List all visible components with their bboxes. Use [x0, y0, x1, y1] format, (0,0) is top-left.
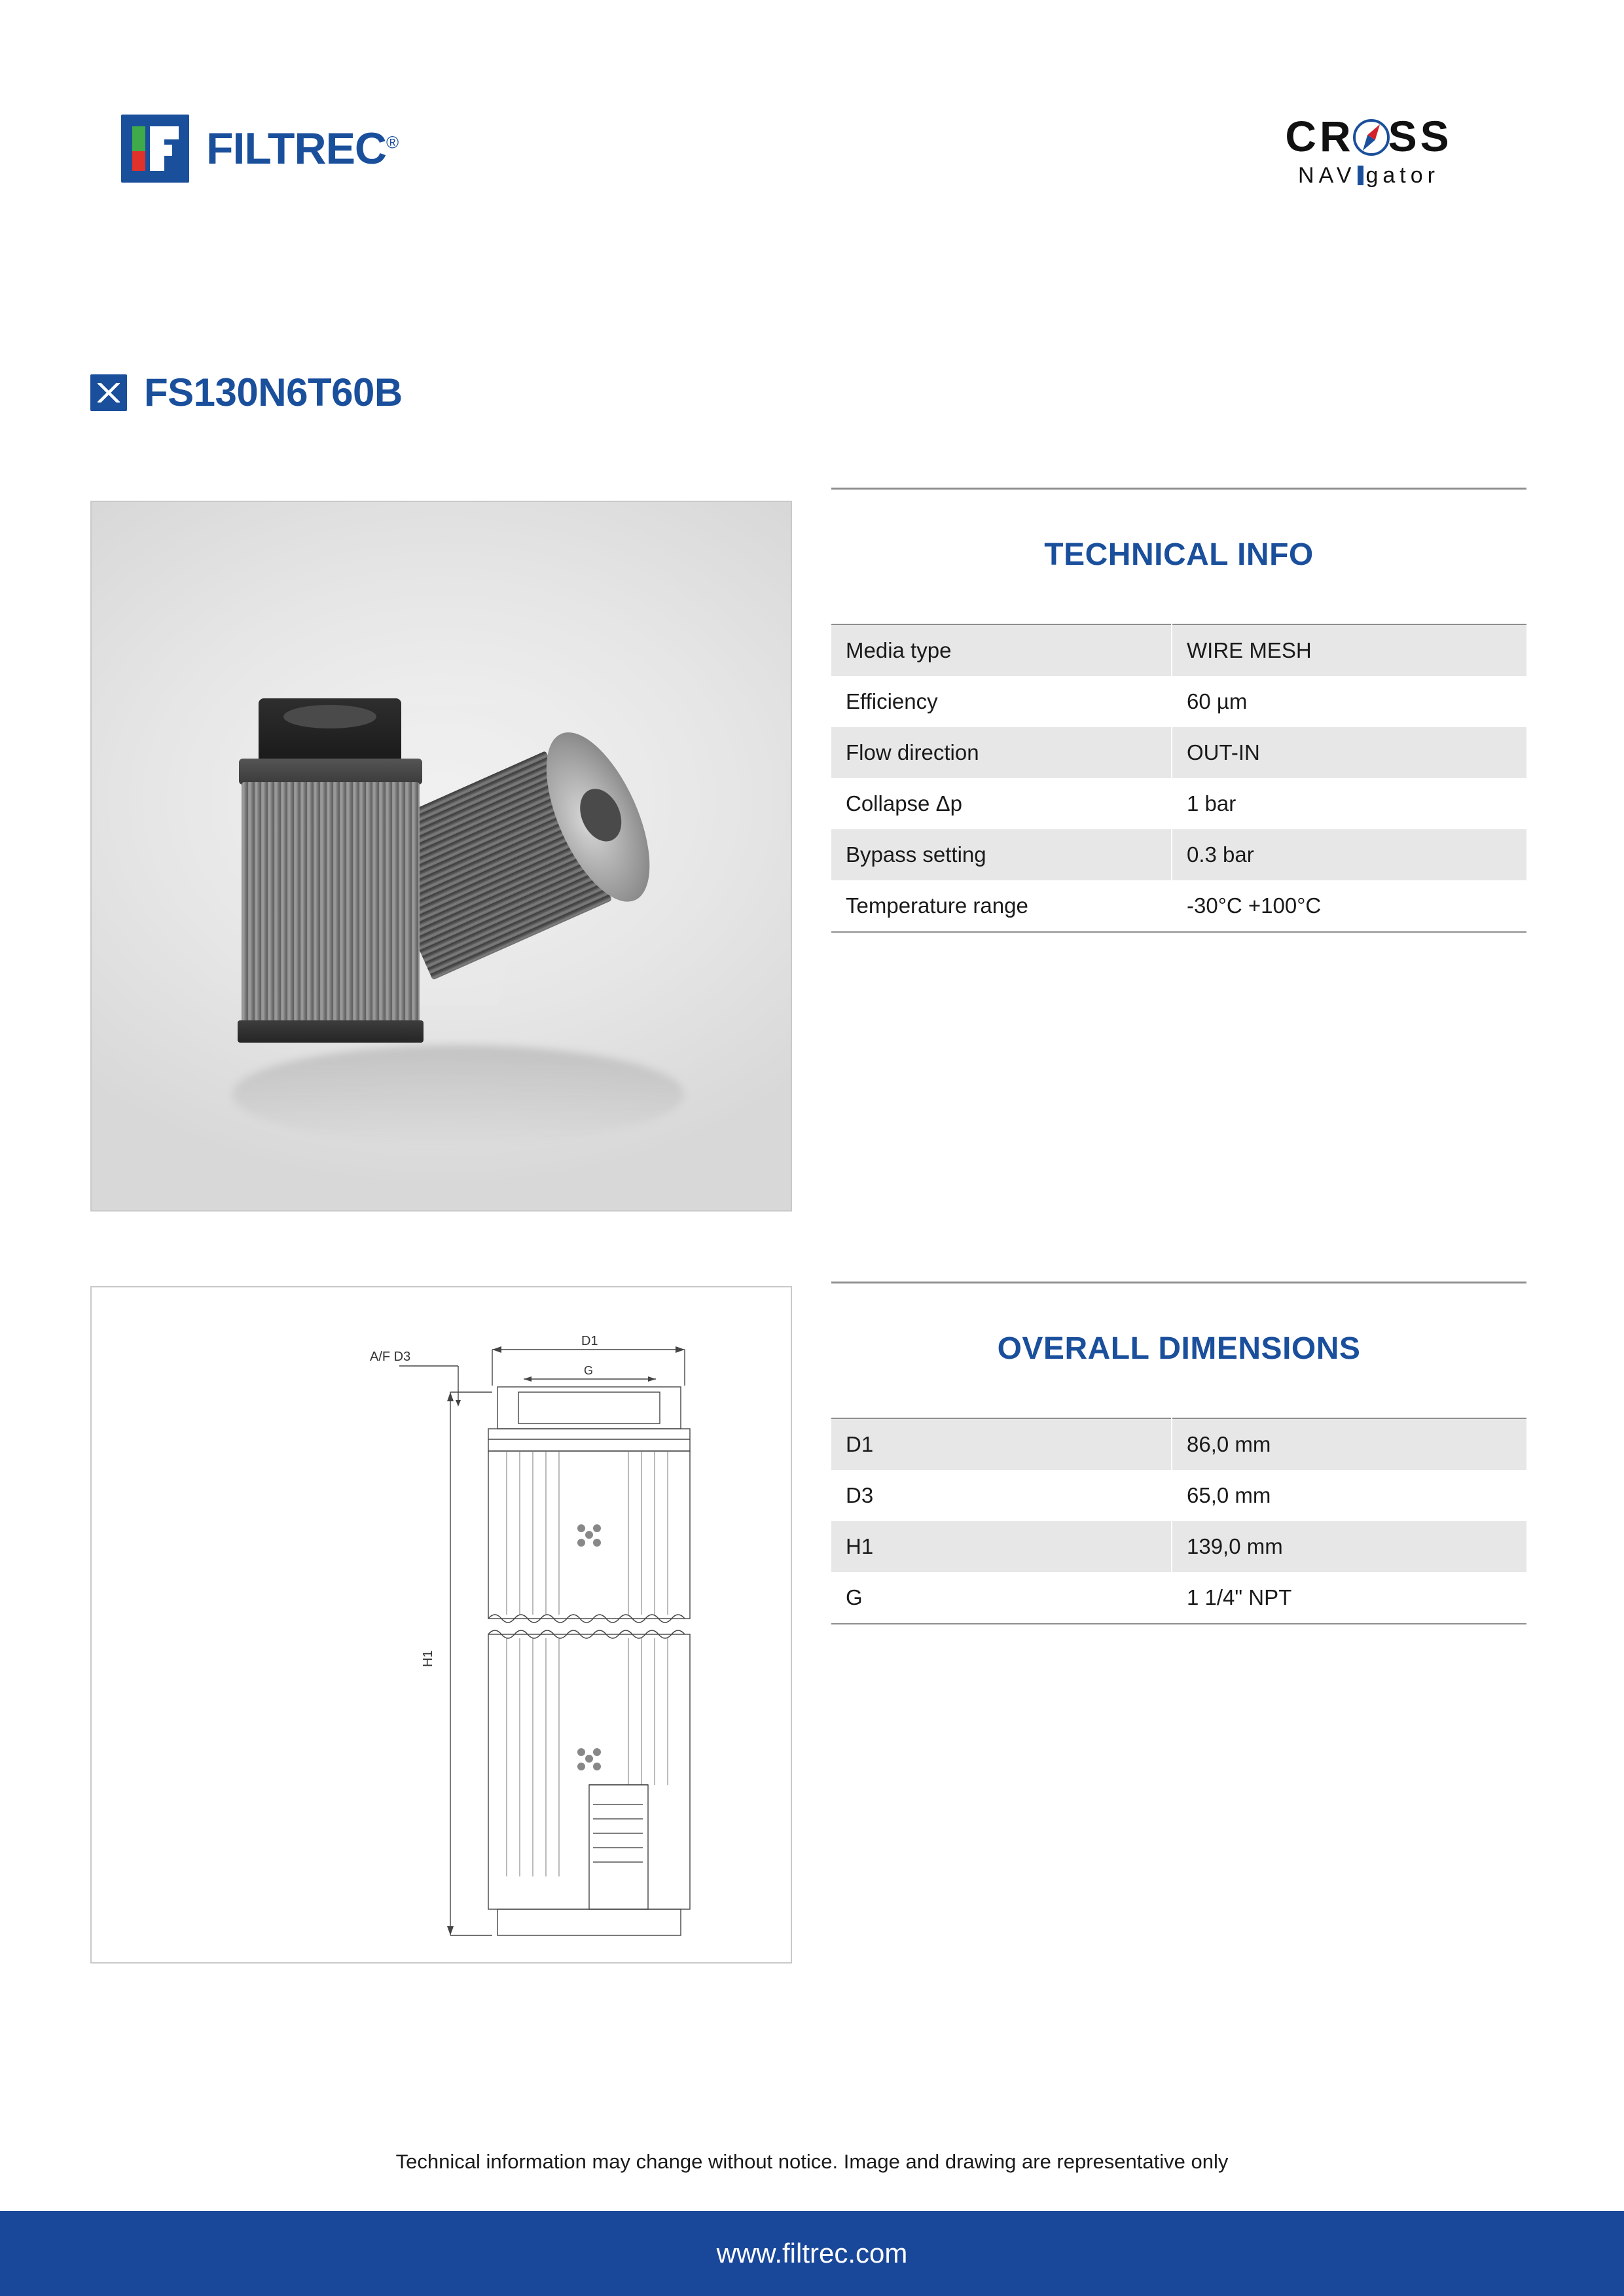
website-url[interactable]: www.filtrec.com [716, 2238, 908, 2269]
product-photo-image [92, 502, 791, 1210]
filtrec-logo-icon [121, 115, 189, 183]
technical-drawing-panel [90, 1286, 792, 1964]
nav-i-mark-icon [1358, 166, 1363, 185]
filtrec-wordmark: FILTREC [206, 124, 387, 173]
page-header [0, 98, 1624, 242]
nav-text-part1: NAV [1298, 163, 1356, 188]
dimension-label: G [831, 1572, 1172, 1624]
table-row [831, 676, 1526, 727]
drawing-label-d1: D1 [581, 1334, 598, 1348]
table-row [831, 1470, 1526, 1521]
dimension-label: H1 [831, 1521, 1172, 1572]
spec-label: Temperature range [831, 880, 1172, 932]
dimension-value: 65,0 mm [1187, 1483, 1271, 1507]
spec-value: OUT-IN [1172, 727, 1526, 778]
cross-navigator-logo [1238, 112, 1500, 188]
cross-navigator-top-text [1285, 112, 1453, 160]
dimension-value: 86,0 mm [1172, 1418, 1526, 1470]
filtrec-logo-text [206, 126, 398, 171]
cross-text-part2: SS [1388, 112, 1453, 160]
spec-label: Media type [831, 624, 1172, 676]
dimension-label: D3 [831, 1470, 1172, 1521]
table-row [831, 624, 1526, 676]
spec-value: 60 µm [1187, 689, 1248, 713]
technical-info-table [831, 624, 1526, 933]
table-row [831, 727, 1526, 778]
product-photo-panel [90, 501, 792, 1211]
spec-value: 0.3 bar [1172, 829, 1526, 880]
page-title [90, 370, 403, 415]
drawing-label-g: G [584, 1364, 594, 1377]
overall-dimensions-top-rule [831, 1282, 1526, 1283]
technical-info-title: TECHNICAL INFO [1044, 537, 1314, 572]
table-row [831, 829, 1526, 880]
drawing-label-h1: H1 [421, 1650, 435, 1667]
spec-value: WIRE MESH [1172, 624, 1526, 676]
technical-info-top-rule [831, 488, 1526, 490]
table-row [831, 778, 1526, 829]
cross-navigator-bottom-text [1238, 163, 1500, 188]
table-row [831, 1521, 1526, 1572]
technical-drawing-svg [92, 1287, 791, 1962]
spec-label: Bypass setting [831, 829, 1172, 880]
filtrec-logo [121, 115, 398, 183]
compass-icon [1353, 119, 1390, 156]
spec-value: 1 bar [1187, 791, 1236, 816]
cross-text-part1: CR [1285, 112, 1354, 160]
dimension-value: 1 1/4" NPT [1172, 1572, 1526, 1624]
dimension-label: D1 [831, 1418, 1172, 1470]
drawing-label-af-d3: A/F D3 [370, 1350, 411, 1364]
table-row [831, 1418, 1526, 1470]
nav-text-part2: gator [1365, 163, 1439, 188]
filter-badge-icon [90, 374, 127, 411]
table-row [831, 880, 1526, 932]
table-row [831, 1572, 1526, 1624]
footer-bar [0, 2211, 1624, 2296]
overall-dimensions-title: OVERALL DIMENSIONS [997, 1331, 1361, 1366]
product-code: FS130N6T60B [144, 370, 403, 414]
technical-info-section [831, 488, 1526, 933]
overall-dimensions-table [831, 1418, 1526, 1624]
spec-label: Flow direction [831, 727, 1172, 778]
spec-label: Efficiency [831, 676, 1172, 727]
spec-label: Collapse Δp [831, 778, 1172, 829]
filter-element-upright-graphic [232, 698, 429, 1045]
dimension-value: 139,0 mm [1172, 1521, 1526, 1572]
spec-value: -30°C +100°C [1172, 880, 1526, 932]
disclaimer-text: Technical information may change without notice. Image and drawing are representative only [395, 2150, 1229, 2173]
overall-dimensions-section [831, 1282, 1526, 1624]
photo-reflection [232, 1045, 684, 1143]
registered-trademark-symbol: ® [386, 132, 399, 152]
